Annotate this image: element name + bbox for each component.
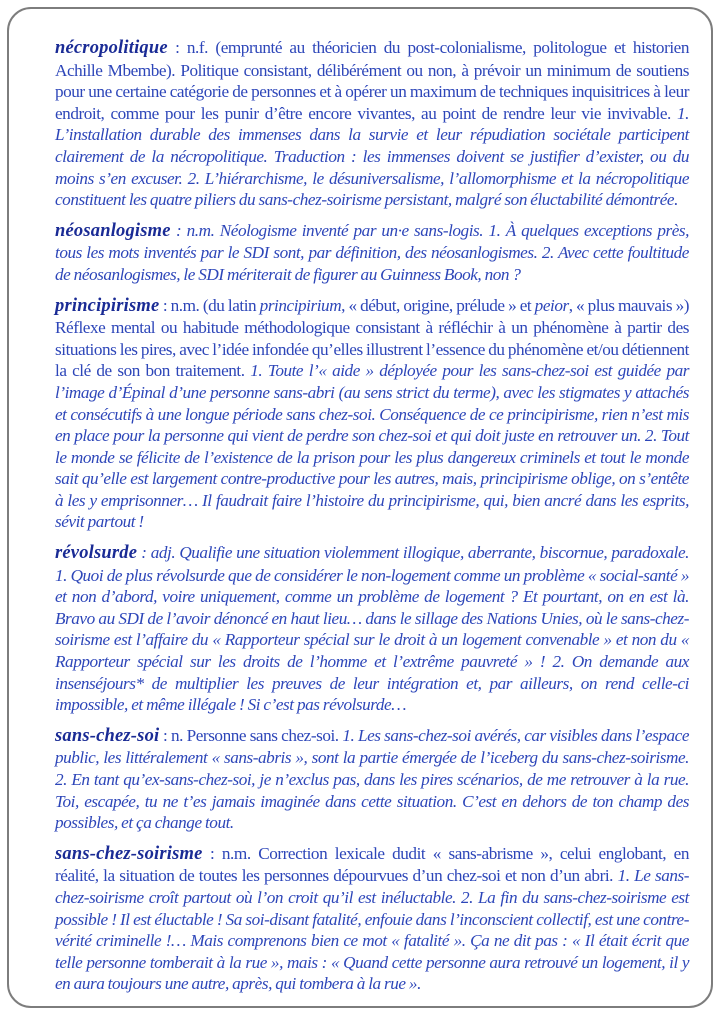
headword: sans-chez-soirisme: [55, 843, 203, 864]
definition-text: : n.m. Néologisme inventé par un·e sans-logis. 1. À quelques exceptions près, tous les mots inventés par le SDI sont, par définition, des néosanlogismes. 2. Avec cette foultitude de néosanlogismes, le SDI mériterait de figurer au Guinness Book, non ?: [55, 220, 689, 284]
latin-term: peior: [534, 295, 569, 315]
glossary: [55, 37, 689, 1004]
entry-neosanlogisme: [55, 220, 689, 286]
entry-principirisme: [55, 295, 689, 534]
entry-necropolitique: [55, 37, 689, 211]
example-text: 1. Toute l’« aide » déployée pour les sans-chez-soi est guidée par l’image d’Épinal d’une personne sans-abri (au sens strict du terme), avec les stigmates y attachés et consécutifs à une longue période sans chez-soi. Conséquence de ce principirisme, rien n’est mis en place pour la personne qui vient de perdre son chez-soi et qui doit juste en retrouver un. 2. Tout le monde se félicite de l’existence de la prison pour les plus dangereux criminels et tout le monde sait qu’elle est largement contre-productive pour les autres, mais, principirisme oblige, on s’entête à les y emprisonner… Il faudrait faire l’histoire du principirisme, qui, bien ancré dans les esprits, sévit partout !: [55, 361, 689, 532]
entry-sans-chez-soi: [55, 725, 689, 834]
definition-text: : n.m. Correction lexicale dudit « sans-abrisme », celui englobant, en réalité, la situation de toutes les personnes dépourvues d’un chez-soi et non d’un abri.: [55, 843, 689, 886]
definition-text: : n.f. (emprunté au théoricien du post-colonialisme, politologue et historien Achille Mbembe). Politique consistant, délibérément ou non, à prévoir un minimum de soutiens pour une certaine catégorie de personnes et à opérer un maximum de techniques inquisitrices à leur endroit, comme pour les punir d’être encore vivantes, au point de rendre leur vie invivable.: [55, 38, 689, 123]
definition-text: , « plus mauvais ») Réflexe mental ou habitude méthodologique consistant à réfléchir à un phénomène à partir des situations les pires, avec l’idée infondée qu’elles illustrent l’essence du phénomène et/ou détiennent la clé de son bon traitement.: [55, 295, 689, 381]
example-text: 1. Les sans-chez-soi avérés, car visibles dans l’espace public, les littéralement « sans-abris », sont la partie émergée de l’iceberg du sans-chez-soirisme. 2. En tant qu’ex-sans-chez-soi, je n’exclus pas, dans les pires scénarios, de me retrouver à la rue. Toi, escapée, tu ne t’es jamais imaginée dans cette situation. C’est en dehors de ton champ des possibles, et ça change tout.: [55, 725, 689, 833]
definition-text: : n.m. (du latin: [159, 295, 260, 315]
definition-text: , « début, origine, prélude » et: [341, 295, 535, 315]
headword: néosanlogisme: [55, 220, 171, 241]
definition-text: : adj. Qualifie une situation violemment illogique, aberrante, biscornue, paradoxale. 1. Quoi de plus révolsurde que de considérer le non-logement comme un problème « social-santé » et non d’abord, voire uniquement, comme un problème de logement ? Et pourtant, on en est là. Bravo au SDI de l’avoir dénoncé en haut lieu… dans le sillage des Nations Unies, où le sans-chez-soirisme est l’affaire du « Rapporteur spécial sur le droit à un logement convenable » et non du « Rapporteur spécial sur les droits de l’homme et l’extrême pauvreté » ! 2. On demande aux insenséjours* de multiplier les preuves de leur intégration et, par ailleurs, on rend celle-ci impossible, et même illégale ! Si c’est pas révolsurde…: [55, 543, 689, 715]
example-text: 1. Le sans-chez-soirisme croît partout où l’on croit qu’il est inéluctable. 2. La fin du sans-chez-soirisme est possible ! Il est éluctable ! Sa soi-disant fatalité, enfouie dans l’inconscient collectif, est une contre-vérité criminelle !… Mais comprenons bien ce mot « fatalité ». Ça ne dit pas : « Il était écrit que telle personne tomberait à la rue », mais : « Quand cette personne aura retrouvé un logement, il y en aura toujours une autre, après, qui tombera à la rue ».: [55, 866, 689, 994]
headword: nécropolitique: [55, 38, 168, 58]
entry-sans-chez-soirisme: [55, 843, 689, 995]
entry-revolsurde: [55, 542, 689, 716]
latin-term: principirium: [259, 295, 342, 315]
definition-text: : n. Personne sans chez-soi.: [159, 725, 343, 745]
headword: principirisme: [55, 295, 160, 316]
headword: sans-chez-soi: [55, 725, 160, 746]
example-text: 1. L’installation durable des immenses dans la survie et leur répudiation sociétale participent clairement de la nécropolitique. Traduction : les immenses doivent se justifier d’exister, ou du moins s’en excuser. 2. L’hiérarchisme, le désuniversalisme, l’allomorphisme et la nécropolitique constituent les quatre piliers du sans-chez-soirisme persistant, malgré son éluctabilité démontrée.: [55, 103, 689, 210]
headword: révolsurde: [55, 543, 138, 564]
